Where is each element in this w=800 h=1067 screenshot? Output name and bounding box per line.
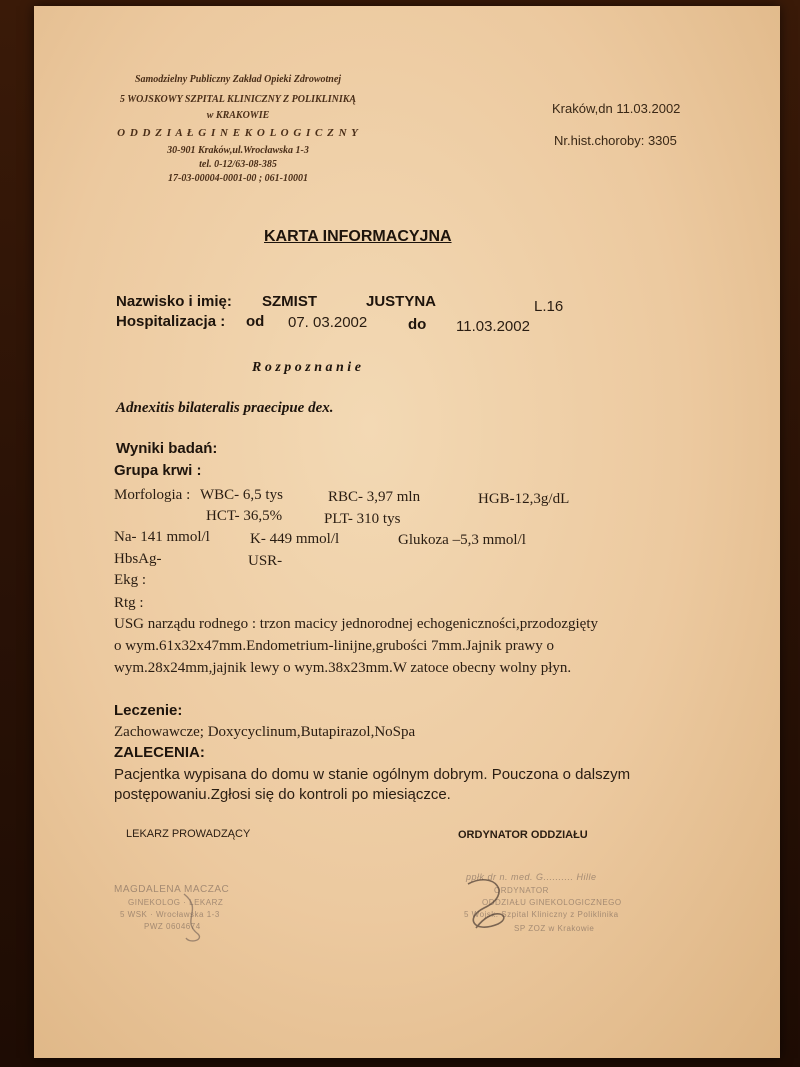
place-date: Kraków,dn 11.03.2002 — [552, 101, 681, 116]
patient-first-name: JUSTYNA — [366, 293, 437, 310]
institution-line-1: Samodzielny Publiczny Zakład Opieki Zdrowotnej — [134, 74, 342, 85]
attending-doctor-label: LEKARZ PROWADZĄCY — [126, 828, 251, 840]
hgb-value: HGB-12,3g/dL — [478, 491, 570, 507]
ekg-label: Ekg : — [114, 572, 147, 588]
hbsag-value: HbsAg- — [114, 551, 162, 567]
results-heading: Wyniki badań: — [116, 440, 218, 457]
potassium-value: K- 449 mmol/l — [250, 531, 340, 547]
rtg-label: Rtg : — [114, 595, 144, 611]
diagnosis-text: Adnexitis bilateralis praecipue dex. — [116, 400, 334, 416]
treatment-heading: Leczenie: — [114, 702, 183, 719]
history-label: Nr.hist.choroby: — [554, 133, 645, 148]
glucose-value: Glukoza –5,3 mmol/l — [398, 532, 526, 548]
hospitalization-label: Hospitalizacja : — [116, 313, 226, 330]
recommendations-line-2: postępowaniu.Zgłosi się do kontroli po miesiączce. — [114, 786, 451, 803]
hct-value: HCT- 36,5% — [206, 508, 283, 524]
from-date: 07. 03.2002 — [288, 314, 368, 331]
recommendations-heading: ZALECENIA: — [114, 744, 205, 761]
sodium-value: Na- 141 mmol/l — [114, 529, 210, 545]
institution-phone: tel. 0-12/63-08-385 — [199, 159, 277, 170]
rbc-value: RBC- 3,97 mln — [328, 489, 421, 505]
patient-age: L.16 — [534, 298, 564, 315]
morphology-label: Morfologia : — [114, 487, 191, 503]
plt-value: PLT- 310 tys — [324, 511, 401, 527]
blood-group-label: Grupa krwi : — [114, 462, 202, 479]
history-value: 3305 — [647, 133, 677, 148]
head-of-department-label: ORDYNATOR ODDZIAŁU — [458, 829, 588, 841]
usg-line-2: o wym.61x32x47mm.Endometrium-linijne,grubości 7mm.Jajnik prawy o — [114, 638, 554, 654]
doctor-signature — [174, 890, 224, 946]
institution-address: 30-901 Kraków,ul.Wrocławska 1-3 — [167, 145, 309, 156]
institution-line-3: w KRAKOWIE — [206, 110, 270, 121]
head-stamp: ppłk dr n. med. G.......... Hille ORDYNATOR ODDZIAŁU GINEKOLOGICZNEGO 5 Wojsk. Szpital Kliniczny z Poliklinika SP ZOZ w Krakowie — [454, 864, 674, 944]
document-page — [34, 6, 780, 1058]
doctor-stamp: MAGDALENA MACZAC GINEKOLOG · LEKARZ 5 WSK · Wrocławska 1-3 PWZ 0604674 — [114, 884, 264, 944]
recommendations-line-1: Pacjentka wypisana do domu w stanie ogólnym dobrym. Pouczona o dalszym — [114, 766, 631, 783]
patient-surname: SZMIST — [262, 293, 317, 310]
document-title: KARTA INFORMACYJNA — [264, 228, 452, 245]
treatment-text: Zachowawcze; Doxycyclinum,Butapirazol,NoSpa — [114, 724, 416, 740]
to-label: do — [408, 316, 427, 333]
usr-value: USR- — [248, 553, 283, 569]
usg-line-1: USG narządu rodnego : trzon macicy jednorodnej echogeniczności,przodozgięty — [114, 616, 598, 632]
wbc-value: WBC- 6,5 tys — [200, 487, 283, 503]
head-signature — [454, 864, 534, 944]
institution-codes: 17-03-00004-0001-00 ; 061-10001 — [168, 173, 308, 184]
name-label: Nazwisko i imię: — [116, 293, 232, 310]
usg-line-3: wym.28x24mm,jajnik lewy o wym.38x23mm.W zatoce obecny wolny płyn. — [114, 660, 572, 676]
history-number — [554, 133, 677, 148]
from-label: od — [246, 313, 265, 330]
to-date: 11.03.2002 — [456, 318, 530, 335]
institution-line-2: 5 WOJSKOWY SZPITAL KLINICZNY Z POLIKLINIKĄ — [119, 94, 357, 105]
department-name: O D D Z I A Ł G I N E K O L O G I C Z N Y — [117, 127, 359, 139]
diagnosis-heading: R o z p o z n a n i e — [252, 360, 361, 375]
